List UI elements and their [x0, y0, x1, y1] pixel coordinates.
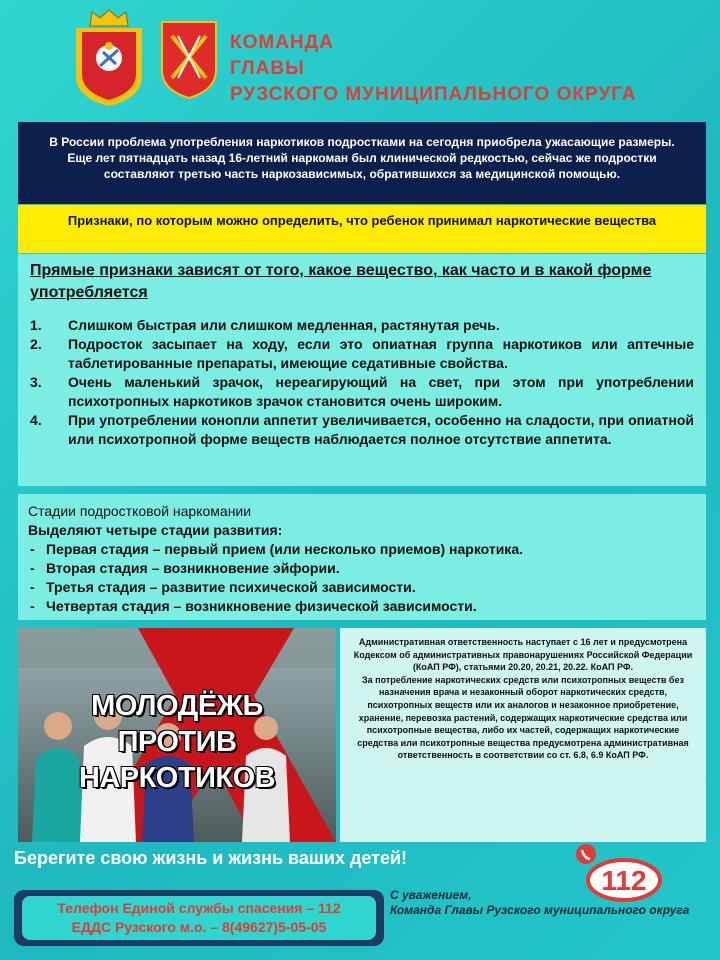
liability-paragraph: За потребление наркотических средств или психотропных веществ без назначения врача и незаконный оборот наркотических средств, психотропных веществ или их аналогов и незаконное приобретение, хранение, перевозка растений, содержащих наркотические средства или психотропные вещества, либо их частей, содержащих наркотические средства или психотропные вещества предусмотрена административная ответственность в соответствии со ст. 6.8, 6.9 КоАП РФ. — [357, 674, 689, 761]
list-item: - Первая стадия – первый прием (или несколько приемов) наркотика. — [28, 540, 696, 559]
regards-line: С уважением, — [390, 888, 472, 902]
list-item-number: 3. — [30, 374, 42, 390]
stages-list — [28, 540, 696, 616]
team-title — [230, 30, 637, 108]
team-title-line: КОМАНДА — [230, 32, 334, 53]
list-item-text: При употреблении конопли аппетит увеличивается, особенно на сладости, при опиатной или психотропной форме веществ наблюдается полное отсутствие аппетита. — [68, 412, 694, 447]
list-item — [30, 373, 694, 411]
direct-signs-title: Прямые признаки зависят от того, какое вещество, как часто и в какой форме употребляется — [30, 262, 652, 301]
list-item: - Четвертая стадия – возникновение физической зависимости. — [28, 597, 696, 616]
list-item — [30, 411, 694, 449]
phone-panel — [14, 890, 384, 946]
moscow-oblast-coat-of-arms-icon — [70, 6, 148, 108]
emergency-112-icon — [570, 842, 666, 904]
list-item-text: Слишком быстрая или слишком медленная, растянутая речь. — [68, 317, 500, 333]
stages-panel — [18, 494, 706, 620]
stages-title: Стадии подростковой наркомании — [28, 503, 252, 519]
administrative-liability-block — [340, 628, 706, 842]
list-item-text: Подросток засыпает на ходу, если это опиатная группа наркотиков или аптечные таблетированные препараты, имеющие седативные свойства. — [68, 336, 694, 371]
list-item-number: 2. — [30, 336, 42, 352]
intro-block: В России проблема употребления наркотиков подростками на сегодня приобрела ужасающие размеры. Еще лет пятнадцать назад 16-летний наркоман был клинической редкостью, сейчас же подростки составляют третью часть наркозависимых, обратившихся за медицинской помощью. — [18, 122, 706, 204]
list-item — [30, 335, 694, 373]
care-slogan: Берегите свою жизнь и жизнь ваших детей! — [14, 848, 408, 868]
edds-phone: ЕДДС Рузского м.о. – 8(49627)5-05-05 — [71, 919, 327, 935]
regards-line: Команда Главы Рузского муниципального округа — [390, 903, 690, 917]
ruza-coat-of-arms-icon — [158, 18, 220, 100]
list-item: - Третья стадия – развитие психической зависимости. — [28, 578, 696, 597]
phone-panel-inner — [22, 896, 376, 940]
signs-heading: Признаки, по которым можно определить, что ребенок принимал наркотические вещества — [18, 205, 706, 253]
rescue-phone: Телефон Единой службы спасения – 112 — [57, 900, 341, 916]
slogan-line: НАРКОТИКОВ — [78, 762, 276, 794]
youth-against-drugs-slogan — [18, 688, 336, 796]
list-item-number: 1. — [30, 317, 42, 333]
direct-signs-panel — [18, 254, 706, 486]
header — [0, 0, 720, 118]
team-title-line: РУЗСКОГО МУНИЦИПАЛЬНОГО ОКРУГА — [230, 84, 637, 105]
slogan-line: МОЛОДЁЖЬ — [91, 690, 263, 722]
list-item: - Вторая стадия – возникновение эйфории. — [28, 559, 696, 578]
slogan-line: ПРОТИВ — [117, 726, 237, 758]
youth-photo — [18, 628, 336, 842]
direct-signs-list — [30, 316, 694, 449]
badge-112-text: 112 — [601, 865, 647, 896]
team-title-line: ГЛАВЫ — [230, 58, 305, 79]
list-item — [30, 316, 694, 335]
liability-paragraph: Административная ответственность наступает с 16 лет и предусмотрена Кодексом об административных правонарушениях Российской Федерации (КоАП РФ), статьями 20.20, 20.21, 20.22. КоАП РФ. — [353, 637, 693, 673]
list-item-number: 4. — [30, 412, 42, 428]
list-item-text: Очень маленький зрачок, нереагирующий на свет, при этом при употреблении психотропных наркотиков зрачок становится очень широким. — [68, 374, 694, 409]
stages-subtitle: Выделяют четыре стадии развития: — [28, 522, 283, 538]
